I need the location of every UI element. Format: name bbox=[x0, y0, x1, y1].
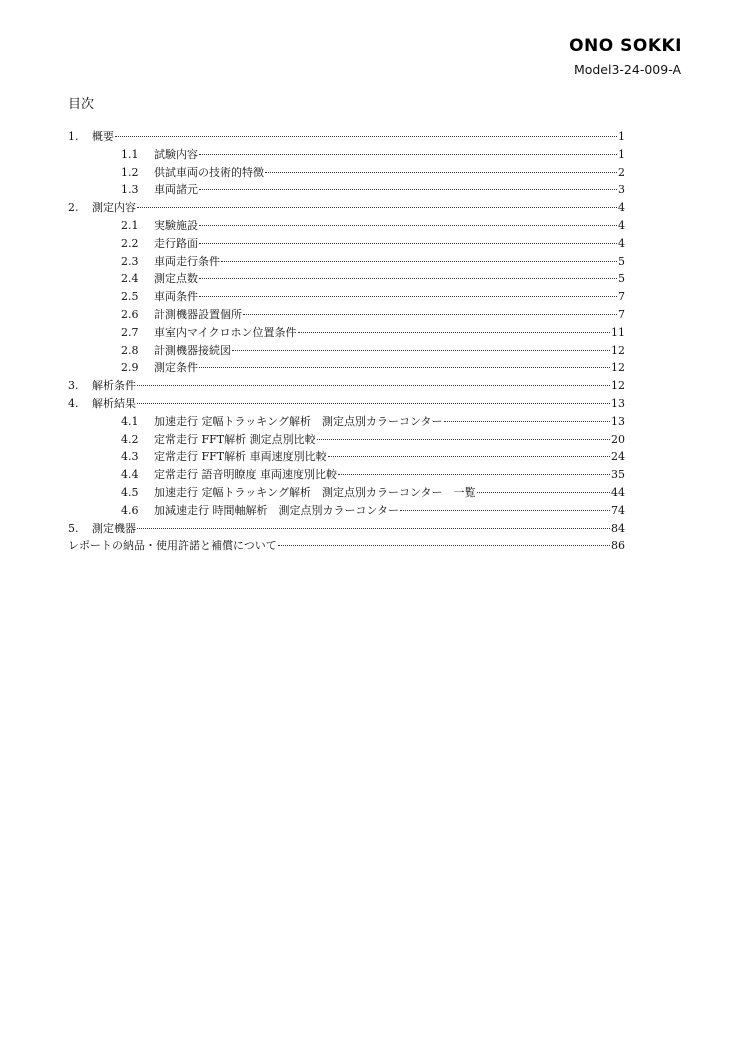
toc-entry[interactable] bbox=[68, 520, 625, 538]
toc-entry-title: 概要 bbox=[92, 130, 114, 143]
toc-heading: 目次 bbox=[68, 97, 95, 112]
toc-entry-page: 4 bbox=[618, 236, 625, 250]
toc-entry[interactable] bbox=[68, 431, 625, 449]
toc-entry-number: 2.7 bbox=[121, 325, 139, 339]
toc-entry-number: 4. bbox=[68, 396, 79, 410]
toc-entry-number: 1. bbox=[68, 130, 79, 143]
toc-leader-dots bbox=[199, 225, 617, 226]
toc-entry-page: 35 bbox=[611, 468, 625, 482]
toc-entry-page: 7 bbox=[618, 307, 625, 321]
toc-leader-dots bbox=[137, 385, 610, 386]
toc-entry-page: 12 bbox=[611, 343, 625, 357]
toc-entry-number: 4.4 bbox=[121, 468, 139, 482]
toc-entry-number: 4.6 bbox=[121, 503, 139, 517]
toc-entry-number: 4.3 bbox=[121, 450, 139, 464]
toc-leader-dots bbox=[115, 136, 617, 137]
toc-entry-page: 74 bbox=[611, 503, 625, 517]
toc-entry[interactable] bbox=[68, 306, 625, 324]
toc-entry-number: 2.6 bbox=[121, 307, 139, 321]
toc-entry-page: 86 bbox=[611, 539, 625, 553]
toc-entry[interactable] bbox=[68, 448, 625, 466]
toc-entry[interactable] bbox=[68, 164, 625, 182]
toc-entry-title: 測定内容 bbox=[92, 201, 136, 215]
toc-entry-page: 20 bbox=[611, 432, 625, 446]
toc-entry[interactable] bbox=[68, 484, 625, 502]
toc-leader-dots bbox=[338, 474, 610, 475]
toc-entry[interactable] bbox=[68, 253, 625, 271]
toc-entry[interactable] bbox=[68, 395, 625, 413]
toc-leader-dots bbox=[328, 456, 610, 457]
toc-entry[interactable] bbox=[68, 502, 625, 520]
toc-entry-title: 加速走行 定幅トラッキング解析 測定点別カラーコンター 一覧 bbox=[154, 485, 476, 499]
toc-entry-number: 2.9 bbox=[121, 361, 139, 375]
toc-entry-number: 1.1 bbox=[121, 147, 139, 161]
toc-entry[interactable] bbox=[68, 413, 625, 431]
toc-entry-number: 4.2 bbox=[121, 432, 139, 446]
toc-entry-page: 13 bbox=[611, 396, 625, 410]
toc-leader-dots bbox=[199, 278, 617, 279]
toc-entry-number: 5. bbox=[68, 521, 79, 535]
toc-entry-page: 4 bbox=[618, 218, 625, 232]
toc-leader-dots bbox=[221, 261, 617, 262]
toc-leader-dots bbox=[232, 350, 610, 351]
toc-leader-dots bbox=[243, 314, 617, 315]
toc-entry-title: 測定条件 bbox=[154, 361, 198, 375]
toc-entry-title: 走行路面 bbox=[154, 236, 198, 250]
toc-entry-number: 2.4 bbox=[121, 272, 139, 286]
toc-entry[interactable] bbox=[68, 537, 625, 555]
toc-entry-page: 2 bbox=[618, 165, 625, 179]
toc-entry-number: 2.3 bbox=[121, 254, 139, 268]
toc-entry-page: 7 bbox=[618, 290, 625, 304]
toc-entry-page: 44 bbox=[611, 485, 625, 499]
toc-entry[interactable] bbox=[68, 288, 625, 306]
toc-entry[interactable] bbox=[68, 181, 625, 199]
toc-entry-title: 車室内マイクロホン位置条件 bbox=[154, 325, 297, 339]
toc-entry-title: 供試車両の技術的特徴 bbox=[154, 165, 264, 179]
toc-entry[interactable] bbox=[68, 270, 625, 288]
toc-leader-dots bbox=[444, 421, 610, 422]
toc-entry-page: 84 bbox=[611, 521, 625, 535]
toc-entry-title: 解析条件 bbox=[92, 379, 136, 393]
toc-entry-title: 車両諸元 bbox=[154, 183, 198, 197]
toc-entry-page: 5 bbox=[618, 272, 625, 286]
toc-leader-dots bbox=[199, 189, 617, 190]
toc-leader-dots bbox=[400, 510, 610, 511]
toc-entry-title: 計測機器設置個所 bbox=[154, 307, 242, 321]
toc-leader-dots bbox=[137, 403, 610, 404]
toc-entry[interactable] bbox=[68, 324, 625, 342]
toc-entry[interactable] bbox=[68, 217, 625, 235]
toc-entry-title: 計測機器接続図 bbox=[154, 343, 231, 357]
table-of-contents bbox=[68, 128, 625, 555]
toc-entry-page: 11 bbox=[611, 325, 625, 339]
toc-entry-number: 2.2 bbox=[121, 236, 139, 250]
toc-entry-number: 4.5 bbox=[121, 485, 139, 499]
toc-entry-page: 1 bbox=[618, 147, 625, 161]
toc-leader-dots bbox=[137, 207, 617, 208]
toc-entry-title: 車両走行条件 bbox=[154, 254, 220, 268]
toc-entry-page: 24 bbox=[611, 450, 625, 464]
toc-entry-page: 12 bbox=[611, 379, 625, 393]
toc-leader-dots bbox=[199, 243, 617, 244]
toc-leader-dots bbox=[199, 296, 617, 297]
toc-entry-title: 実験施設 bbox=[154, 218, 198, 232]
toc-entry-number: 2.8 bbox=[121, 343, 139, 357]
toc-entry-number: 4.1 bbox=[121, 414, 139, 428]
toc-leader-dots bbox=[199, 154, 617, 155]
toc-entry-title: レポートの納品・使用許諾と補償について bbox=[68, 539, 277, 553]
toc-leader-dots bbox=[477, 492, 610, 493]
toc-entry-page: 5 bbox=[618, 254, 625, 268]
toc-entry-number: 2.5 bbox=[121, 290, 139, 304]
toc-entry-page: 4 bbox=[618, 201, 625, 215]
company-logo: ONO SOKKI bbox=[569, 36, 682, 56]
toc-entry-title: 測定機器 bbox=[92, 521, 136, 535]
toc-entry-page: 13 bbox=[611, 414, 625, 428]
toc-leader-dots bbox=[137, 528, 610, 529]
toc-entry-title: 車両条件 bbox=[154, 290, 198, 304]
toc-entry-title: 加速走行 定幅トラッキング解析 測定点別カラーコンター bbox=[154, 414, 443, 428]
toc-entry-number: 1.2 bbox=[121, 165, 139, 179]
toc-entry-page: 12 bbox=[611, 361, 625, 375]
toc-leader-dots bbox=[199, 367, 610, 368]
toc-entry-number: 3. bbox=[68, 379, 79, 393]
toc-leader-dots bbox=[265, 172, 617, 173]
toc-leader-dots bbox=[278, 545, 610, 546]
toc-entry[interactable] bbox=[68, 128, 625, 146]
toc-entry-page: 1 bbox=[618, 130, 625, 143]
toc-entry[interactable] bbox=[68, 146, 625, 164]
toc-entry[interactable] bbox=[68, 199, 625, 217]
toc-entry-page: 3 bbox=[618, 183, 625, 197]
toc-leader-dots bbox=[317, 439, 610, 440]
toc-entry[interactable] bbox=[68, 466, 625, 484]
toc-entry-title: 定常走行 FFT解析 測定点別比較 bbox=[154, 432, 316, 446]
toc-entry[interactable] bbox=[68, 342, 625, 360]
toc-entry-title: 解析結果 bbox=[92, 396, 136, 410]
toc-leader-dots bbox=[298, 332, 610, 333]
model-number: Model3-24-009-A bbox=[573, 62, 681, 77]
toc-entry-title: 定常走行 語音明瞭度 車両速度別比較 bbox=[154, 468, 337, 482]
toc-entry-title: 試験内容 bbox=[154, 147, 198, 161]
toc-entry[interactable] bbox=[68, 377, 625, 395]
toc-entry[interactable] bbox=[68, 359, 625, 377]
toc-entry-title: 定常走行 FFT解析 車両速度別比較 bbox=[154, 450, 327, 464]
toc-entry-title: 加減速走行 時間軸解析 測定点別カラーコンター bbox=[154, 503, 400, 517]
toc-entry-number: 1.3 bbox=[121, 183, 139, 197]
toc-entry-title: 測定点数 bbox=[154, 272, 198, 286]
toc-entry-number: 2. bbox=[68, 201, 79, 215]
toc-entry[interactable] bbox=[68, 235, 625, 253]
toc-entry-number: 2.1 bbox=[121, 218, 139, 232]
